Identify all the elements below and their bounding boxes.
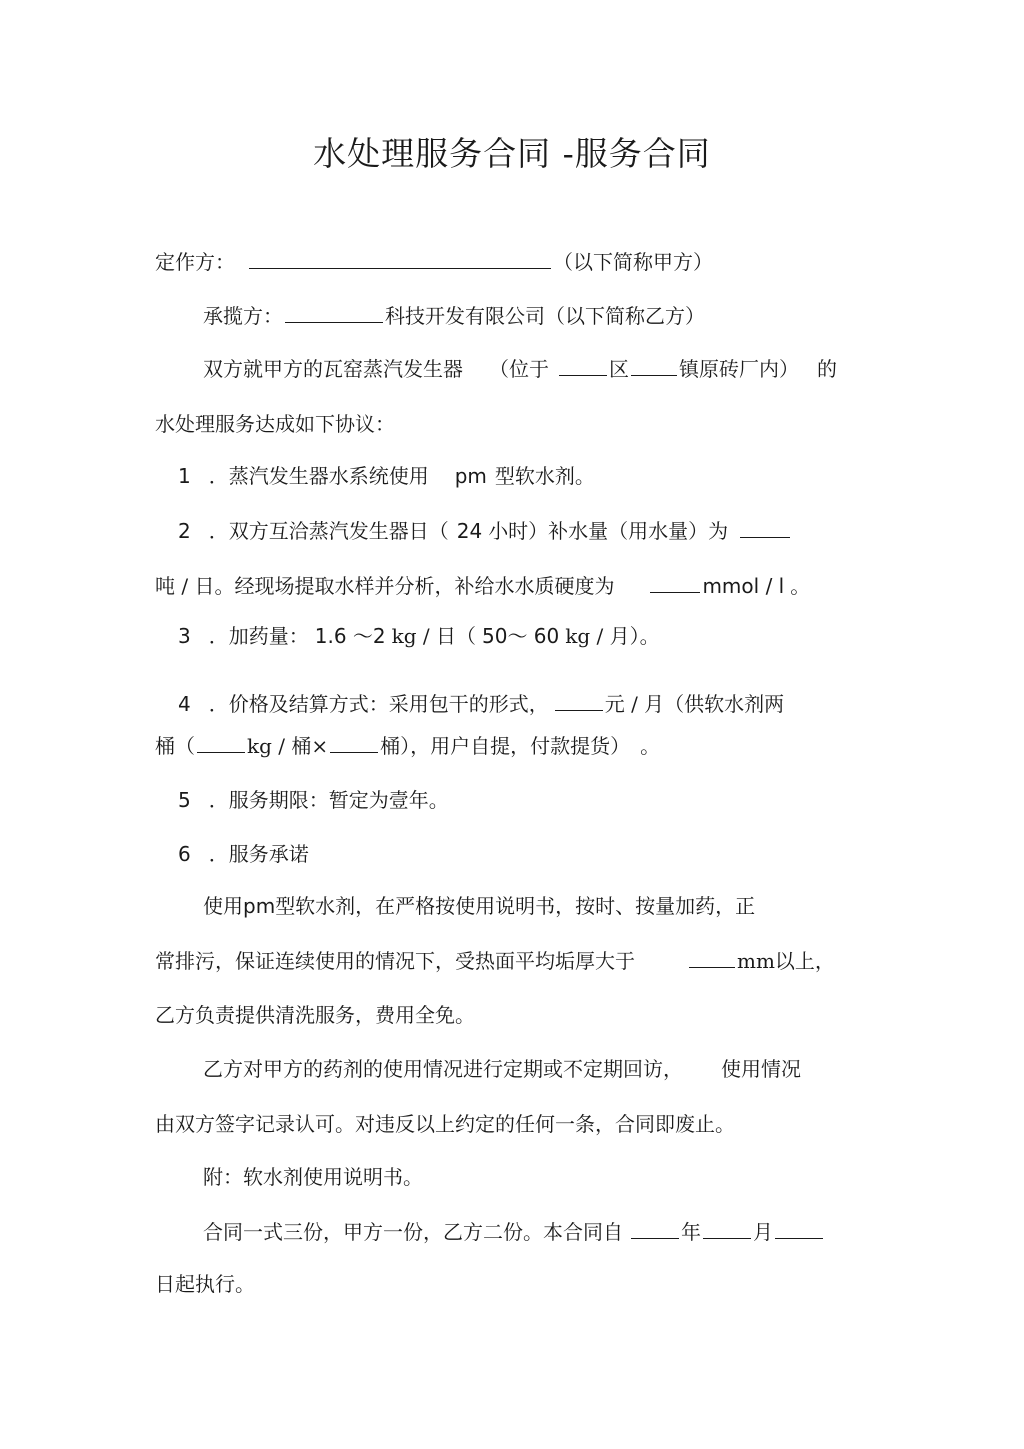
visit-l1-b: 使用情况 xyxy=(721,1057,801,1081)
hardness-unit: mmol / l xyxy=(702,574,785,598)
district-blank[interactable] xyxy=(559,353,607,376)
item-5-number: 5 xyxy=(178,788,191,812)
item-2-end: 。 xyxy=(790,574,811,598)
party-b-suffix: 科技开发有限公司（以下简称乙方） xyxy=(385,304,705,328)
item-4-text-b: 元 / 月（供软水剂两 xyxy=(604,692,785,716)
promise-line-1 xyxy=(203,892,755,920)
visit-l1-a: 乙方对甲方的药剂的使用情况进行定期或不定期回访， xyxy=(203,1057,683,1081)
party-b-blank[interactable] xyxy=(285,300,383,323)
item-4-line-2-b: kg / 桶× xyxy=(247,734,329,758)
item-4-line-2-d: 。 xyxy=(640,734,661,758)
item-4-line-1 xyxy=(178,688,784,718)
visit-line-2: 由双方签字记录认可。对违反以上约定的任何一条，合同即废止。 xyxy=(155,1112,735,1136)
promise-pm: pm xyxy=(243,894,276,918)
intro-line-2: 水处理服务达成如下协议： xyxy=(155,412,395,436)
bucket-count-blank[interactable] xyxy=(330,730,378,753)
item-1-pm: pm xyxy=(454,464,487,488)
item-2-line-2-text: 吨 / 日。经现场提取水样并分析，补给水水质硬度为 xyxy=(155,574,615,598)
item-2-hours: 24 xyxy=(456,519,483,543)
item-3-number: 3 xyxy=(178,624,191,648)
item-6 xyxy=(178,840,309,868)
party-b-label: 承揽方： xyxy=(203,304,283,328)
party-a-blank[interactable] xyxy=(249,246,551,269)
item-1-tail: 型软水剂。 xyxy=(494,464,595,488)
item-1-number: 1 xyxy=(178,464,191,488)
intro-town: 镇原砖厂内） xyxy=(679,357,799,381)
scale-thickness-blank[interactable] xyxy=(689,945,735,968)
day-blank[interactable] xyxy=(775,1216,823,1239)
item-1-text: ．蒸汽发生器水系统使用 xyxy=(208,464,429,488)
party-a-line xyxy=(155,246,713,276)
dosage-range-monthly: 50～ 60 xyxy=(482,624,560,648)
copies-text: 合同一式三份，甲方一份，乙方二份。本合同自 xyxy=(203,1220,623,1244)
item-2-line-2 xyxy=(155,570,810,600)
month-blank[interactable] xyxy=(703,1216,751,1239)
year-label: 年 xyxy=(681,1220,701,1244)
promise-l2-a: 常排污，保证连续使用的情况下，受热面平均垢厚大于 xyxy=(155,949,635,973)
intro-text: 双方就甲方的瓦窑蒸汽发生器 xyxy=(203,357,463,381)
copies-line-1 xyxy=(203,1216,825,1246)
item-2-number: 2 xyxy=(178,519,191,543)
item-4-line-2-a: 桶（ xyxy=(155,734,195,758)
attachment-line: 附：软水剂使用说明书。 xyxy=(203,1165,423,1189)
kg-per-bucket-blank[interactable] xyxy=(197,730,245,753)
item-3-text: ．加药量： xyxy=(208,624,309,648)
item-2-text-b: 小时）补水量（用水量）为 xyxy=(488,519,729,543)
item-1 xyxy=(178,462,595,490)
item-4-text-a: ．价格及结算方式：采用包干的形式， xyxy=(208,692,549,716)
item-6-text: ．服务承诺 xyxy=(208,842,309,866)
page-title: 水处理服务合同 -服务合同 xyxy=(313,134,711,173)
promise-l2-b: mm以上， xyxy=(737,949,835,973)
item-3 xyxy=(178,622,660,650)
month-label: 月 xyxy=(753,1220,773,1244)
party-b-line xyxy=(203,300,705,330)
item-2-text-a: ．双方互洽蒸汽发生器日（ xyxy=(208,519,449,543)
item-4-line-2-c: 桶），用户自提，付款提货） xyxy=(380,734,631,758)
monthly-price-blank[interactable] xyxy=(555,688,603,711)
item-6-number: 6 xyxy=(178,842,191,866)
intro-location: （位于 xyxy=(489,357,549,381)
copies-line-2: 日起执行。 xyxy=(155,1272,255,1296)
water-volume-blank[interactable] xyxy=(740,515,790,538)
promise-line-2 xyxy=(155,945,835,975)
dosage-unit-daily: kg / 日（ xyxy=(391,624,476,648)
year-blank[interactable] xyxy=(631,1216,679,1239)
item-5-text: ．服务期限：暂定为壹年。 xyxy=(208,788,449,812)
dosage-unit-monthly: kg / 月）。 xyxy=(565,624,660,648)
item-4-line-2 xyxy=(155,730,660,760)
item-4-number: 4 xyxy=(178,692,191,716)
intro-de: 的 xyxy=(817,357,837,381)
intro-line-1 xyxy=(203,353,837,383)
promise-l1-a: 使用 xyxy=(203,894,243,918)
dosage-range-daily: 1.6 ～2 xyxy=(314,624,386,648)
item-2-line-1 xyxy=(178,515,792,545)
item-5 xyxy=(178,786,449,814)
visit-line-1 xyxy=(203,1055,801,1083)
promise-line-3: 乙方负责提供清洗服务，费用全免。 xyxy=(155,1003,475,1027)
promise-l1-b: 型软水剂，在严格按使用说明书，按时、按量加药，正 xyxy=(275,894,756,918)
party-a-suffix: （以下简称甲方） xyxy=(553,250,713,274)
party-a-label: 定作方： xyxy=(155,250,235,274)
intro-district: 区 xyxy=(609,357,629,381)
hardness-blank[interactable] xyxy=(650,570,700,593)
town-blank[interactable] xyxy=(631,353,677,376)
